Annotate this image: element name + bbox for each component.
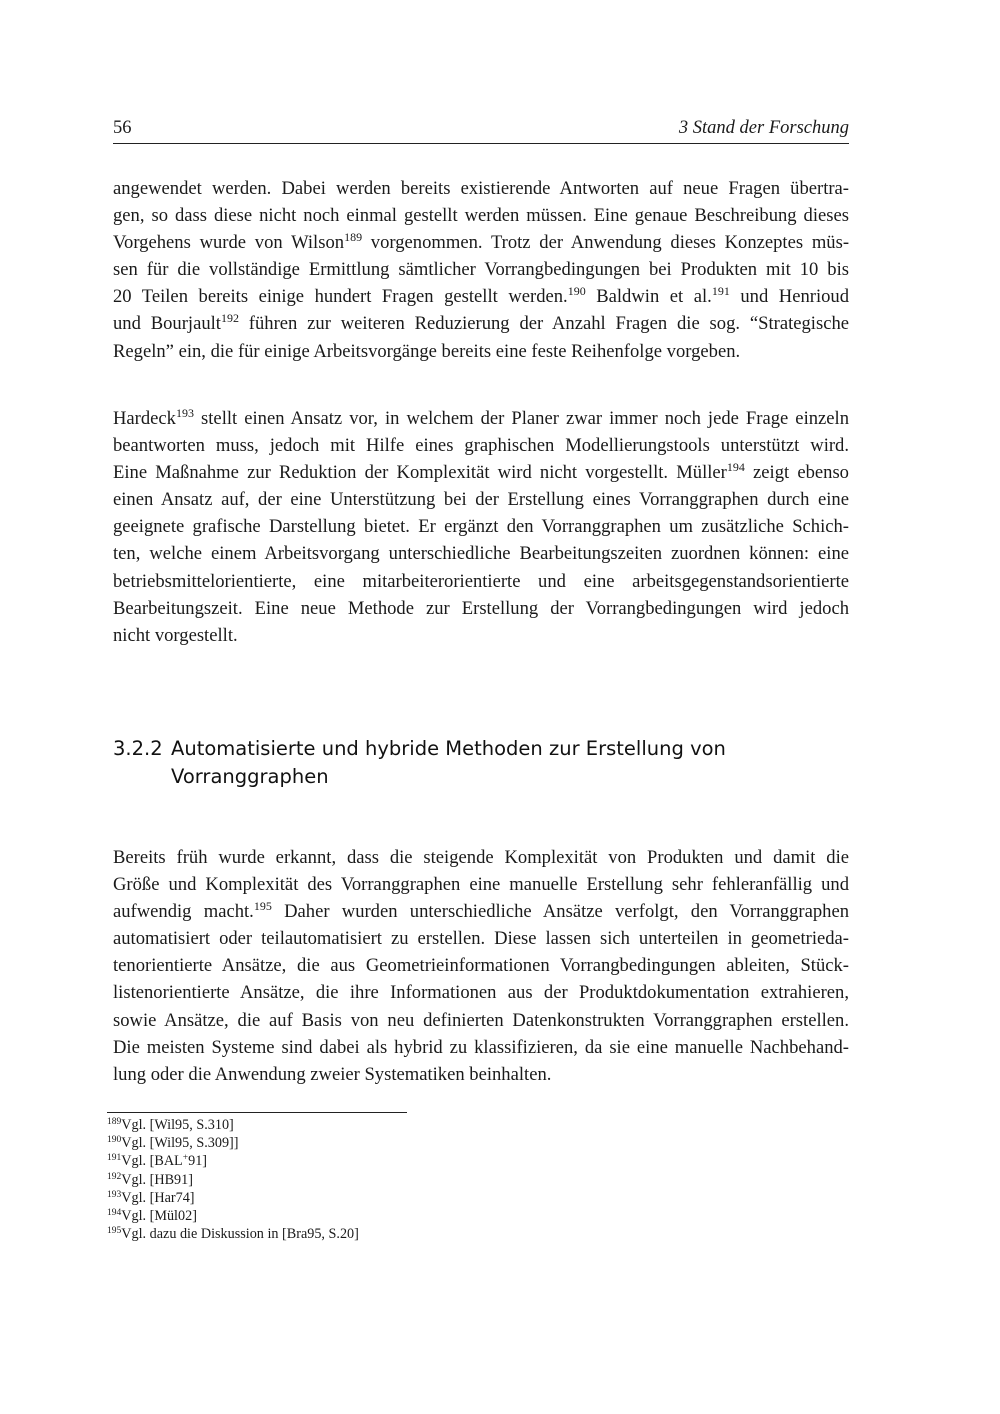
section-number: 3.2.2 [113,737,163,760]
footnote-190: $^{190}$Vgl. [Wil95, S.309]] [107,1135,239,1152]
text-line: ten, welche einem Arbeitsvorgang unterschiedliche Bearbeitungszeiten zuordnen können: eine [113,543,849,565]
footnote-ref-189[interactable]: 189 [344,230,363,245]
text-line: sowie Ansätze, die auf Basis von neu definierten Datenkonstrukten Vorranggraphen erstellen. [113,1009,849,1031]
footnote-194: $^{194}$Vgl. [Mül02] [107,1208,197,1225]
text-line: und Bourjault$^{192}$ führen zur weiteren Reduzierung der Anzahl Fragen die sog. “Strategische [113,311,849,335]
text-line: Bereits früh wurde erkannt, dass die steigende Komplexität von Produkten und damit die [113,847,849,868]
text-line: nicht vorgestellt. [113,624,238,646]
footnote-ref-192[interactable]: 192 [220,311,239,326]
text-line: betriebsmittelorientierte, eine mitarbeiterorientierte und eine arbeitsgegenstandsorientierte [113,570,849,592]
page-number: 56 [113,118,132,138]
text-line: listenorientierte Ansätze, die ihre Informationen aus der Produktdokumentation extrahieren, [113,982,849,1004]
footnote-ref-195[interactable]: 195 [253,899,272,914]
text-line: beantworten muss, jedoch mit Hilfe eines graphischen Modellierungstools unterstützt wird. [113,435,849,457]
text-line: automatisiert oder teilautomatisiert zu erstellen. Diese lassen sich unterteilen in geometrieda- [113,928,849,950]
section-title-line2: Vorranggraphen [171,765,329,788]
footnote-189: $^{189}$Vgl. [Wil95, S.310] [107,1117,234,1133]
page-header [113,116,849,144]
footnote-ref-193[interactable]: 193 [175,406,194,420]
footnote-rule [107,1112,407,1113]
footnote-192: $^{192}$Vgl. [HB91] [107,1171,193,1188]
text-line: angewendet werden. Dabei werden bereits existierende Antworten auf neue Fragen übertra- [113,178,849,199]
text-line: sen für die vollständige Ermittlung sämtlicher Vorrangbedingungen bei Produkten mit 10 bis [113,259,849,281]
text-line: 20 Teilen bereits einige hundert Fragen gestellt werden.$^{190}$ Baldwin et al.$^{191}$ und Henrioud [113,284,849,308]
text-line: geeignete grafische Darstellung bietet. Er ergänzt den Vorranggraphen um zusätzliche Schich- [113,516,849,538]
text-line: tenorientierte Ansätze, die aus Geometrieinformationen Vorrangbedingungen ableiten, Stück- [113,955,849,977]
text-line: aufwendig macht.$^{195}$ Daher wurden unterschiedliche Ansätze verfolgt, den Vorranggraphen [113,899,849,923]
footnote-193: $^{193}$Vgl. [Har74] [107,1189,195,1206]
footnotes [107,1116,359,1243]
text-line: Regeln” ein, die für einige Arbeitsvorgänge bereits eine feste Reihenfolge vorgeben. [113,340,741,362]
footnote-ref-190[interactable]: 190 [567,284,586,299]
footnote-191: $^{191}$Vgl. [BAL+91] [107,1153,208,1170]
text-line: Vorgehens wurde von Wilson$^{189}$ vorgenommen. Trotz der Anwendung dieses Konzeptes müs- [113,230,850,254]
text-line: einen Ansatz auf, der eine Unterstützung bei der Erstellung eines Vorranggraphen durch eine [113,489,849,511]
paragraph-3 [113,844,849,1088]
paragraph-1 [113,175,849,365]
text-line: gen, so dass diese nicht noch einmal gestellt werden müssen. Eine genaue Beschreibung dieses [113,205,849,227]
text-line: Die meisten Systeme sind dabei als hybrid zu klassifizieren, da sie eine manuelle Nachbehand- [113,1036,849,1058]
text-line: Hardeck$^{193}$ stellt einen Ansatz vor, in welchem der Planer zwar immer noch jede Frage einzeln [113,406,849,429]
document-page [107,0,850,1414]
paragraph-2 [113,405,849,649]
text-line: Eine Maßnahme zur Reduktion der Komplexität wird nicht vorgestellt. Müller$^{194}$ zeigt ebenso [113,460,849,484]
footnote-ref-194[interactable]: 194 [726,460,745,475]
running-title: 3 Stand der Forschung [678,118,849,138]
section-title-line1: Automatisierte und hybride Methoden zur Erstellung von [171,737,726,760]
footnote-195: $^{195}$Vgl. dazu die Diskussion in [Bra95, S.20] [107,1226,359,1243]
text-line: Bearbeitungszeit. Eine neue Methode zur Erstellung der Vorrangbedingungen wird jedoch [113,597,849,619]
text-line: Größe und Komplexität des Vorranggraphen eine manuelle Erstellung sehr fehleranfällig und [113,874,849,896]
footnote-ref-191[interactable]: 191 [711,284,730,299]
text-line: lung oder die Anwendung zweier Systematiken beinhalten. [113,1063,552,1085]
